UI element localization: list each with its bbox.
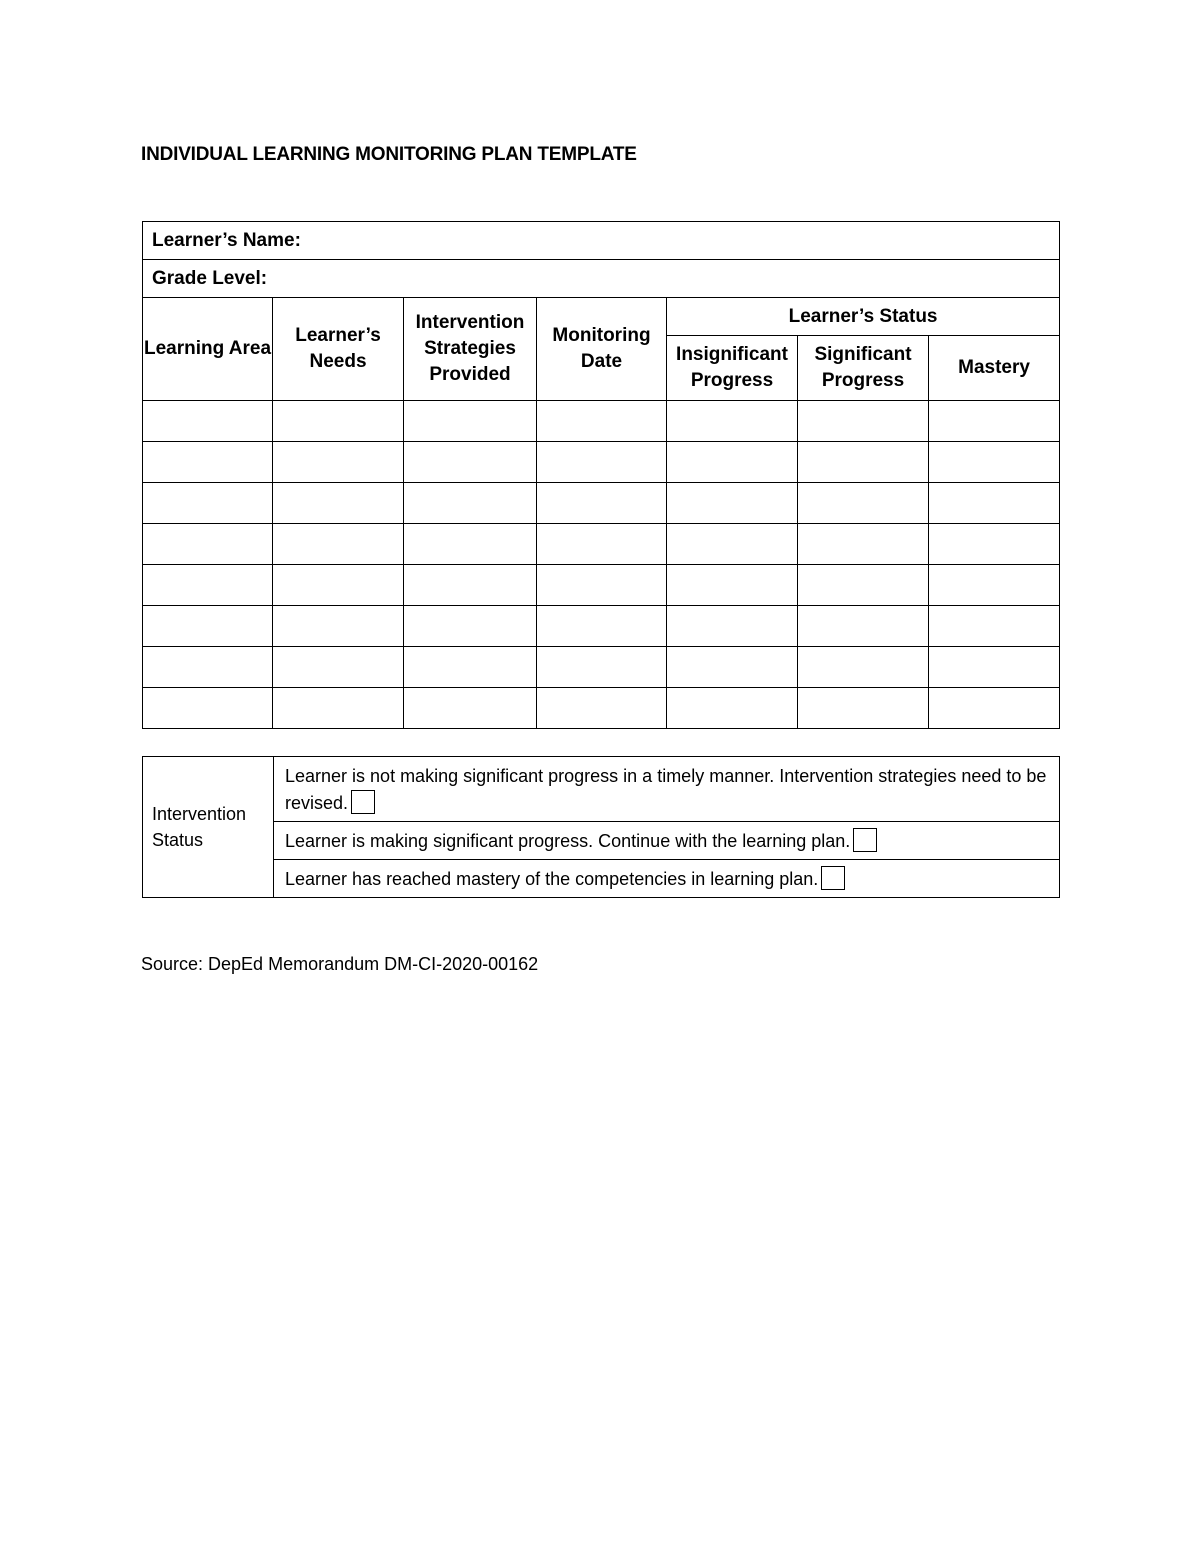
table-cell[interactable] xyxy=(798,688,929,729)
status-option-continue xyxy=(274,822,1060,860)
table-cell[interactable] xyxy=(404,442,537,483)
table-cell[interactable] xyxy=(667,442,798,483)
checkbox[interactable] xyxy=(351,790,375,814)
table-cell[interactable] xyxy=(667,524,798,565)
intervention-status-table xyxy=(142,756,1060,898)
table-cell[interactable] xyxy=(404,524,537,565)
monitoring-plan-table xyxy=(142,221,1060,729)
table-cell[interactable] xyxy=(798,401,929,442)
table-cell[interactable] xyxy=(798,647,929,688)
document-title: INDIVIDUAL LEARNING MONITORING PLAN TEMPLATE xyxy=(141,144,637,165)
intervention-status-label: Intervention Status xyxy=(143,757,274,898)
table-cell[interactable] xyxy=(537,524,667,565)
table-cell[interactable] xyxy=(667,688,798,729)
table-row xyxy=(143,565,1060,606)
status-option-text: Learner is not making significant progress in a timely manner. Intervention strategies need to be revised. xyxy=(285,765,1047,813)
table-cell[interactable] xyxy=(929,524,1060,565)
table-cell[interactable] xyxy=(404,688,537,729)
table-cell[interactable] xyxy=(404,483,537,524)
table-row xyxy=(143,442,1060,483)
table-row xyxy=(143,647,1060,688)
table-cell[interactable] xyxy=(143,524,273,565)
table-cell[interactable] xyxy=(667,565,798,606)
table-cell[interactable] xyxy=(537,688,667,729)
table-cell[interactable] xyxy=(404,401,537,442)
table-cell[interactable] xyxy=(929,647,1060,688)
table-cell[interactable] xyxy=(143,647,273,688)
header-monitoring-date: Monitoring Date xyxy=(537,298,667,401)
table-cell[interactable] xyxy=(143,606,273,647)
table-cell[interactable] xyxy=(537,606,667,647)
status-option-revise xyxy=(274,757,1060,822)
table-cell[interactable] xyxy=(273,606,404,647)
table-cell[interactable] xyxy=(273,483,404,524)
header-intervention-strategies: Intervention Strategies Provided xyxy=(404,298,537,401)
table-cell[interactable] xyxy=(273,442,404,483)
checkbox[interactable] xyxy=(853,828,877,852)
table-cell[interactable] xyxy=(537,565,667,606)
grade-level-field[interactable]: Grade Level: xyxy=(143,260,1060,298)
status-option-text: Learner is making significant progress. Continue with the learning plan. xyxy=(285,830,851,851)
status-option-mastery xyxy=(274,860,1060,898)
table-cell[interactable] xyxy=(537,401,667,442)
header-learning-area: Learning Area xyxy=(143,298,273,401)
table-cell[interactable] xyxy=(143,483,273,524)
table-row xyxy=(143,483,1060,524)
table-cell[interactable] xyxy=(929,401,1060,442)
table-cell[interactable] xyxy=(929,565,1060,606)
header-learners-needs: Learner’s Needs xyxy=(273,298,404,401)
table-cell[interactable] xyxy=(143,688,273,729)
table-cell[interactable] xyxy=(273,688,404,729)
table-cell[interactable] xyxy=(273,401,404,442)
table-cell[interactable] xyxy=(798,442,929,483)
table-cell[interactable] xyxy=(798,524,929,565)
table-cell[interactable] xyxy=(404,606,537,647)
table-row xyxy=(143,688,1060,729)
table-cell[interactable] xyxy=(667,606,798,647)
table-cell[interactable] xyxy=(273,647,404,688)
checkbox[interactable] xyxy=(821,866,845,890)
table-cell[interactable] xyxy=(537,647,667,688)
table-cell[interactable] xyxy=(404,565,537,606)
table-cell[interactable] xyxy=(143,565,273,606)
table-cell[interactable] xyxy=(798,606,929,647)
table-cell[interactable] xyxy=(667,483,798,524)
table-cell[interactable] xyxy=(798,565,929,606)
table-cell[interactable] xyxy=(667,401,798,442)
table-cell[interactable] xyxy=(667,647,798,688)
source-note: Source: DepEd Memorandum DM-CI-2020-00162 xyxy=(141,954,539,974)
table-cell[interactable] xyxy=(404,647,537,688)
table-cell[interactable] xyxy=(798,483,929,524)
header-mastery: Mastery xyxy=(929,336,1060,401)
table-cell[interactable] xyxy=(929,442,1060,483)
header-learners-status: Learner’s Status xyxy=(667,298,1060,336)
learner-name-field[interactable]: Learner’s Name: xyxy=(143,222,1060,260)
table-cell[interactable] xyxy=(537,442,667,483)
table-cell[interactable] xyxy=(273,565,404,606)
status-option-text: Learner has reached mastery of the competencies in learning plan. xyxy=(285,868,819,889)
table-cell[interactable] xyxy=(537,483,667,524)
header-significant-progress: Significant Progress xyxy=(798,336,929,401)
table-cell[interactable] xyxy=(929,606,1060,647)
table-row xyxy=(143,606,1060,647)
header-insignificant-progress: Insignificant Progress xyxy=(667,336,798,401)
table-cell[interactable] xyxy=(143,442,273,483)
table-cell[interactable] xyxy=(273,524,404,565)
table-cell[interactable] xyxy=(143,401,273,442)
table-row xyxy=(143,401,1060,442)
table-cell[interactable] xyxy=(929,688,1060,729)
table-row xyxy=(143,524,1060,565)
table-cell[interactable] xyxy=(929,483,1060,524)
